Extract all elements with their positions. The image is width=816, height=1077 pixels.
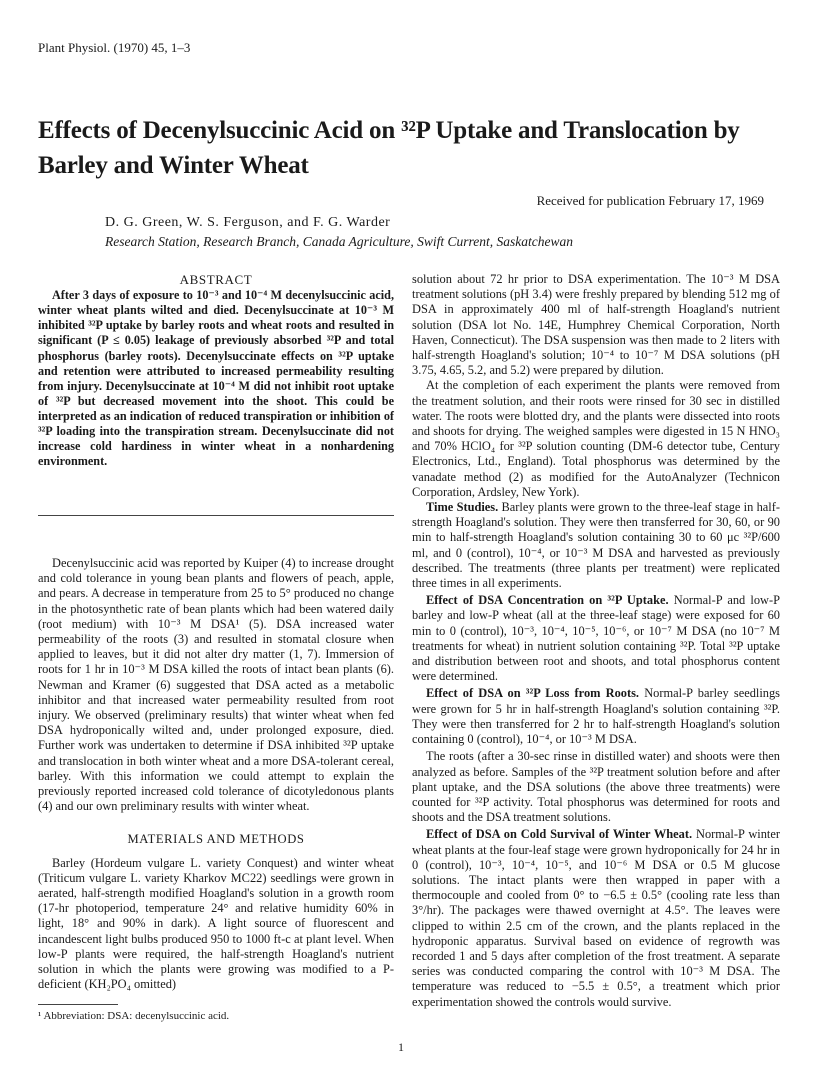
article-title: Effects of Decenylsuccinic Acid on ³²P Uptake and Translocation by Barley and Winter Wheat	[38, 117, 740, 179]
cold-survival-text: Normal-P winter wheat plants at the four-leaf stage were grown hydroponically for 24 hr in 0 (control), 10⁻³, 10⁻⁴, 10⁻⁵, and 10⁻⁶ M DSA or 0.5 M glucose solutions. The intact plants were then wrapped in paper with a thermocouple and cooled from 0° to −6.5 ± 0.5° (cooling rate less than 3°/hr). The packages were thawed overnight at 4.5°. The leaves were clipped to within 2.5 cm of the crown, and the plants replaced in the hydroponic apparatus. Survival based on evidence of regrowth was recorded 1 and 5 days after completion of the frost treatment. A separate series was conducted comparing the control with 10⁻³ M DSA. The temperature was reduced to −5.5 ± 0.5°, a treatment which prior experimentation showed the controls would survive.	[412, 827, 780, 1009]
journal-citation: Plant Physiol. (1970) 45, 1–3	[38, 40, 191, 55]
concentration-heading: Effect of DSA Concentration on ³²P Uptake.	[426, 593, 669, 608]
left-column-body	[38, 556, 394, 992]
introduction-paragraph: Decenylsuccinic acid was reported by Kuiper (4) to increase drought and cold tolerance in young bean plants and flowers of peach, apple, and pears. A decrease in temperature from 25 to 5° produced no change in the photosynthetic rate of bean plants which had been watered daily (root medium) with 10⁻³ M DSA¹ (5). DSA increased water permeability of the roots (3) and resulted in stomatal closure when applied to leaves, but it did not alter dry matter (1, 7). Immersion of roots for 1 hr in 10⁻³ M DSA killed the roots of intact bean plants (6). Newman and Kramer (6) suggested that DSA acted as a metabolic inhibitor and that increased water permeability resulted from root injury. We observed (preliminary results) that winter wheat when fed DSA hydroponically wilted and, under prolonged exposure, died. Further work was undertaken to determine if DSA inhibited ³²P uptake and translocation in both winter wheat and a more DSA-tolerant cereal, barley. With this information we could attempt to explain the previously reported increased cold tolerance of dicotyledonous plants (4) and our own preliminary results with winter wheat.	[38, 556, 394, 814]
time-studies-paragraph	[412, 500, 780, 591]
methods-paragraph-1-cont: solution about 72 hr prior to DSA experimentation. The 10⁻³ M DSA treatment solutions (pH 3.4) were freshly prepared by blending 512 mg of DSA in approximately 400 ml of half-strength Hoagland's nutrient solution (DSA lot No. 14E, Humphrey Chemical Corporation, North Haven, Connecticut). The DSA suspension was then made to 2 liters with half-strength Hoagland's solution; 10⁻⁴ to 10⁻⁷ M DSA solutions (pH 3.75, 4.65, 5.2, and 5.2) were prepared by dilution.	[412, 272, 780, 378]
received-date: Received for publication February 17, 1969	[536, 193, 764, 208]
loss-paragraph-2: The roots (after a 30-sec rinse in distilled water) and shoots were then analyzed as before. Samples of the ³²P treatment solution before and after plant uptake, and the DSA solutions (the above three treatments) were counted for ³²P activity. Total phosphorus was determined for roots and shoots and the DSA treatment solutions.	[412, 749, 780, 825]
time-studies-text: Barley plants were grown to the three-leaf stage in half-strength Hoagland's solution. They were then transferred for 30, 60, or 90 min to half-strength Hoagland's solution containing 30 to 60 μc ³²P/600 ml, and 0 (control), 10⁻⁴, or 10⁻³ M DSA and harvested as previously described. The treatments (three plants per treatment) were replicated three times in all experiments.	[412, 500, 780, 591]
footnote-divider	[38, 1004, 118, 1005]
abstract-divider	[38, 515, 394, 516]
abstract-heading: ABSTRACT	[179, 272, 253, 287]
cold-survival-heading: Effect of DSA on Cold Survival of Winter Wheat.	[426, 827, 693, 842]
affiliation: Research Station, Research Branch, Canada Agriculture, Swift Current, Saskatchewan	[105, 234, 573, 249]
authors: D. G. Green, W. S. Ferguson, and F. G. Warder	[105, 215, 391, 230]
time-studies-heading: Time Studies.	[426, 500, 499, 515]
loss-paragraph	[412, 686, 780, 747]
right-column	[412, 272, 780, 1010]
methods-paragraph-1: Barley (Hordeum vulgare L. variety Conquest) and winter wheat (Triticum vulgare L. variety Kharkov MC22) seedlings were grown in aerated, half-strength modified Hoagland's solution in a growth room (17-hr photoperiod, temperature 24° and relative humidity 60% in light, 18° and 90% in dark). A light source of fluorescent and incandescent light bulbs produced 950 to 1000 ft-c at plant level. When low-P plants were required, the half-strength Hoagland's nutrient solution in which the plants were growing was modified to a P-deficient (KH₂PO₄ omitted)	[38, 855, 394, 992]
methods-heading: MATERIALS AND METHODS	[127, 832, 305, 847]
methods-paragraph-2: At the completion of each experiment the plants were removed from the treatment solution, and their roots were rinsed for 30 sec in distilled water. The roots were blotted dry, and the plants were dissected into roots and shoots for drying. The weighed samples were digested in 15 N HNO₃ and 70% HClO₄ for ³²P solution counting (DM-6 detector tube, Century Electronics, Ltd., England). Total phosphorus was determined by the vanadate method (2) as modified for the AutoAnalyzer (Technicon Corporation, Ardsley, New York).	[412, 378, 780, 499]
loss-heading: Effect of DSA on ³²P Loss from Roots.	[426, 686, 640, 701]
concentration-text: Normal-P and low-P barley and low-P wheat (all at the three-leaf stage) were exposed for 60 min to 0 (control), 10⁻³, 10⁻⁴, 10⁻⁵, 10⁻⁶, or 10⁻⁷ M DSA (no 10⁻⁷ M treatments for wheat) in nutrient solution containing ³²P. Total ³²P uptake and distribution between root and shoots, and total phosphorus content were determined.	[412, 593, 780, 684]
concentration-paragraph	[412, 593, 780, 684]
page-number: 1	[398, 1040, 404, 1054]
footnote: ¹ Abbreviation: DSA: decenylsuccinic acid.	[38, 1010, 230, 1022]
cold-survival-paragraph	[412, 827, 780, 1009]
left-column	[38, 272, 394, 469]
abstract-text: After 3 days of exposure to 10⁻³ and 10⁻⁴ M decenylsuccinic acid, winter wheat plants wilted and died. Decenylsuccinate at 10⁻³ M inhibited ³²P uptake by barley roots and wheat roots and resulted in significant (P ≤ 0.05) leakage of previously absorbed ³²P and total phosphorus (barley roots). Decenylsuccinate effects on ³²P uptake and retention were attributed to increased permeability resulting from injury. Decenylsuccinate at 10⁻⁴ M did not inhibit root uptake of ³²P but decreased movement into the shoot. This could be interpreted as an indication of reduced transpiration or inhibition of ³²P loading into the transpiration stream. Decenylsuccinate did not increase cold hardiness in winter wheat in a nonhardening environment.	[38, 288, 394, 469]
loss-text: Normal-P barley seedlings were grown for 5 hr in half-strength Hoagland's solution containing ³²P. They were then transferred for 2 hr to half-strength Hoagland's solution containing 0 (control), 10⁻⁴, or 10⁻³ M DSA.	[412, 686, 780, 747]
